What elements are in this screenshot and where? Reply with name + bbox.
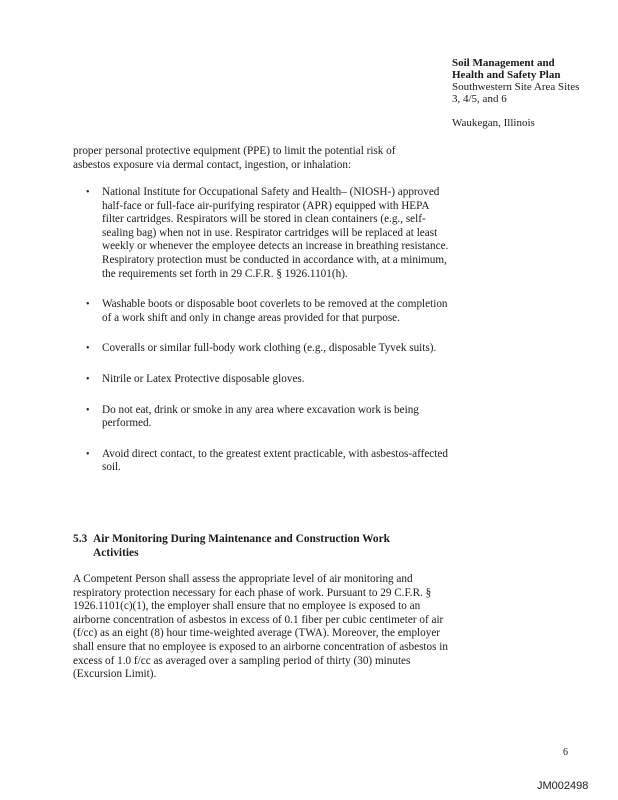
section-title-line-2: Activities: [93, 547, 139, 559]
page-number: 6: [563, 747, 568, 758]
bullet-icon: •: [86, 404, 90, 416]
bullet-icon: •: [86, 187, 90, 198]
list-item-text: Coveralls or similar full-body work clothing (e.g., disposable Tyvek suits).: [102, 342, 437, 355]
intro-paragraph: proper personal protective equipment (PPE) to limit the potential risk of asbestos exposure via dermal contact, ingestion, or inhalation:: [73, 145, 396, 171]
header-location: Waukegan, Illinois: [452, 117, 535, 129]
bullet-icon: •: [86, 299, 90, 311]
list-item: [86, 373, 452, 387]
list-item: [86, 186, 452, 281]
bullet-icon: •: [86, 343, 90, 355]
section-paragraph: A Competent Person shall assess the appropriate level of air monitoring and respiratory protection necessary for each phase of work. Pursuant to 29 C.F.R. § 1926.1101(c)(1), the employer shall ensure that no employee is exposed to an airborne concentration of asbestos in excess of 0.1 fiber per cubic centimeter of air (f/cc) as an eight (8) hour time-weighted average (TWA). Moreover, the employer shall ensure that no employee is exposed to an airborne concentration of asbestos in excess of 1.0 f/cc as averaged over a sampling period of thirty (30) minutes (Excursion Limit).: [73, 573, 448, 681]
document-header: [452, 57, 612, 129]
section-number: 5.3: [73, 533, 88, 545]
section-title-line-1: Air Monitoring During Maintenance and Construction Work: [93, 533, 391, 545]
list-item-text: Washable boots or disposable boot coverlets to be removed at the completion of a work shift and only in change areas provided for that purpose.: [102, 298, 448, 324]
bullet-icon: •: [86, 448, 90, 460]
bates-number: JM002498: [537, 780, 589, 792]
header-subtitle-line-2: 3, 4/5, and 6: [452, 93, 507, 105]
list-item-text: Do not eat, drink or smoke in any area where excavation work is being performed.: [102, 403, 419, 430]
header-title-line-2: Health and Safety Plan: [452, 69, 561, 81]
ppe-bullet-list: [86, 186, 452, 492]
header-subtitle-line-1: Southwestern Site Area Sites: [452, 81, 580, 93]
list-item: [86, 298, 452, 325]
header-title-line-1: Soil Management and: [452, 57, 555, 69]
section-heading: [73, 532, 453, 560]
list-item-text: National Institute for Occupational Safety and Health– (NIOSH-) approved half-face or full-face air-purifying respirator (APR) equipped with HEPA filter cartridges. Respirators will be stored in clean containers (e.g., self-sealing bag) when not in use. Respirator cartridges will be replaced at least weekly or whenever the employee detects an increase in breathing resistance. Respiratory protection must be conducted in accordance with, at a minimum, the requirements set forth in 29 C.F.R. § 1926.1101(h).: [102, 186, 449, 280]
list-item: [86, 404, 452, 431]
list-item-text: Nitrile or Latex Protective disposable gloves.: [102, 372, 305, 385]
list-item-text: Avoid direct contact, to the greatest extent practicable, with asbestos-affected soil.: [102, 447, 448, 474]
bullet-icon: •: [86, 373, 90, 385]
list-item: [86, 448, 452, 475]
list-item: [86, 342, 452, 356]
